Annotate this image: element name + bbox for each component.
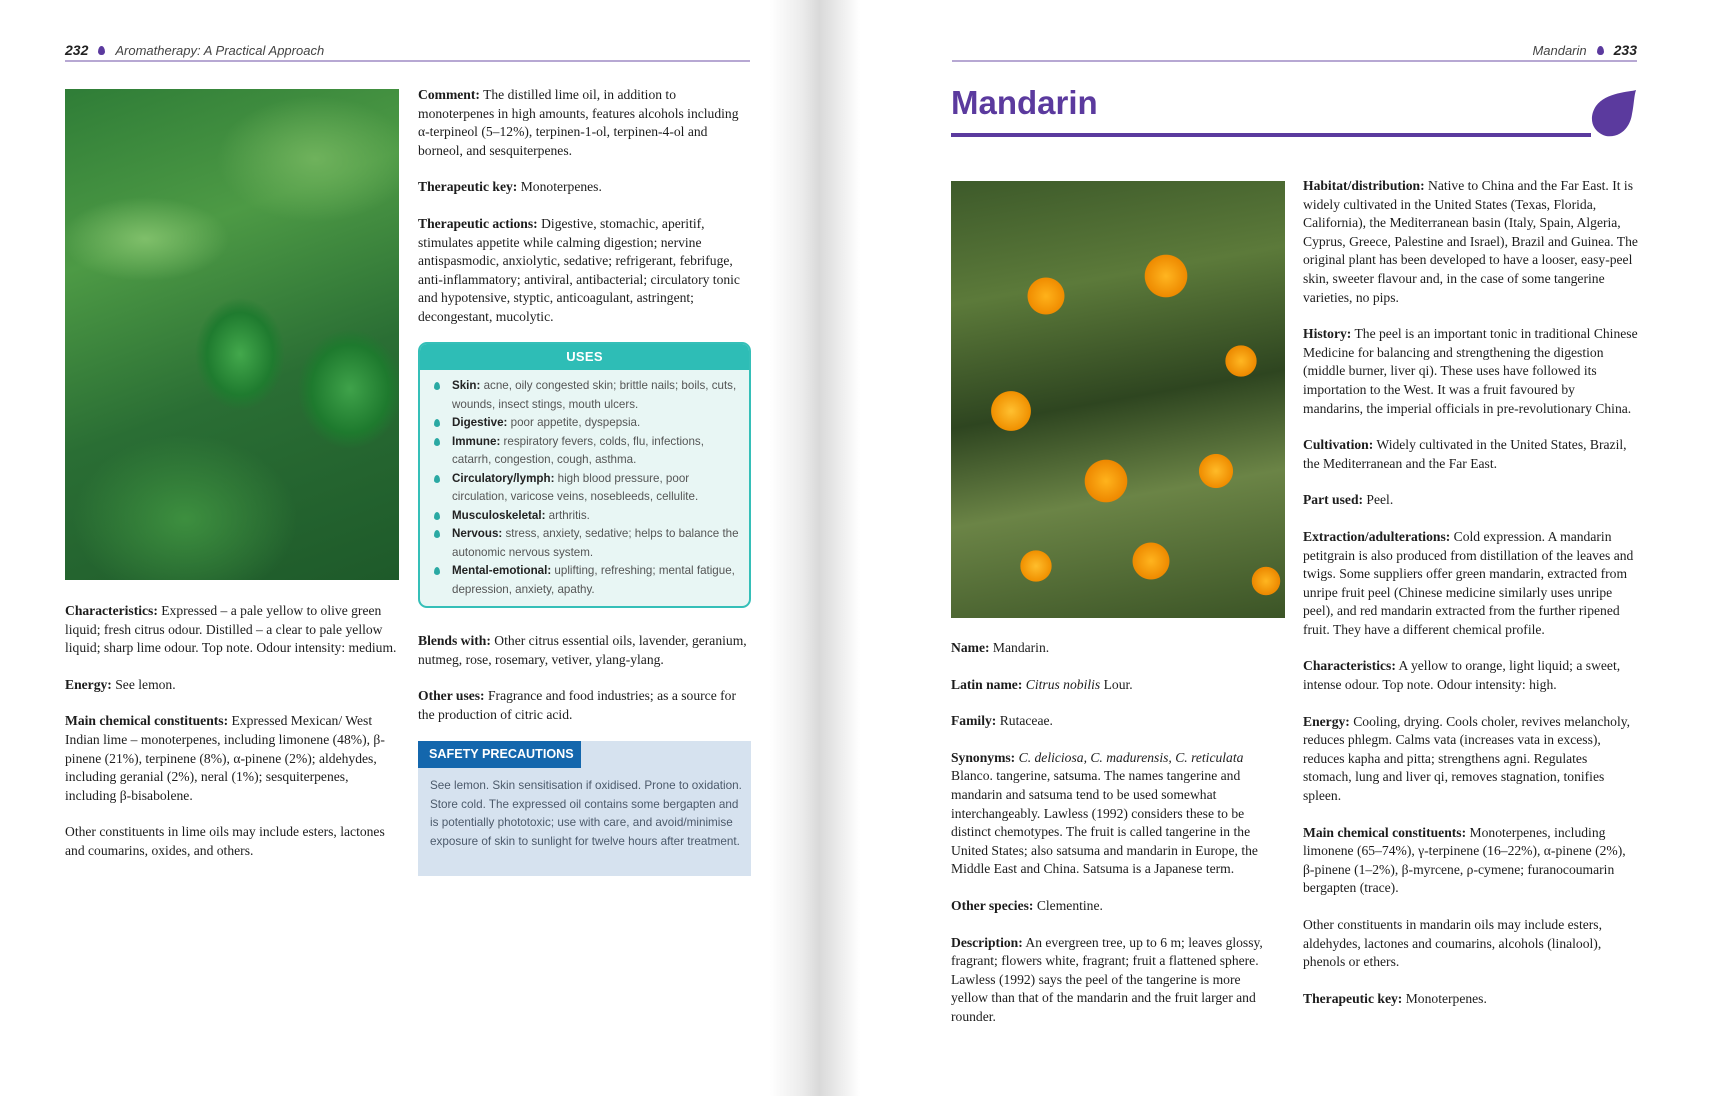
entry-label: Synonyms: bbox=[951, 749, 1016, 765]
uses-box bbox=[418, 342, 751, 608]
safety-precautions-box bbox=[418, 741, 751, 876]
entry-text: Monoterpenes. bbox=[517, 179, 602, 195]
entry-text: An evergreen tree, up to 6 m; leaves glossy, fragrant; flowers white, fragrant; fruit a flattened sphere. Lawless (1992) says the peel of the tangerine is more yellow than that of the mandarin and the fruit larger and rounder. bbox=[951, 934, 1263, 1024]
left-running-head bbox=[65, 40, 750, 62]
entry-label: Part used: bbox=[1303, 492, 1364, 508]
list-item bbox=[432, 470, 739, 507]
leaf-icon bbox=[1586, 88, 1638, 138]
entry-label: Latin name: bbox=[951, 676, 1023, 692]
entry-label: Energy: bbox=[1303, 713, 1350, 729]
entry-paragraph bbox=[418, 178, 753, 197]
entry-paragraph bbox=[1303, 491, 1638, 510]
entry-text: Peel. bbox=[1363, 492, 1394, 508]
entry-label: Characteristics: bbox=[65, 603, 158, 618]
right-running-title: Mandarin bbox=[1532, 42, 1587, 58]
uses-label: Skin: bbox=[452, 379, 481, 392]
uses-label: Nervous: bbox=[452, 527, 503, 540]
drop-icon bbox=[434, 475, 440, 483]
entry-text: Other constituents in lime oils may include esters, lactones and coumarins, oxides, and others. bbox=[65, 824, 385, 858]
left-page-number: 232 bbox=[65, 42, 89, 58]
lime-photo bbox=[65, 89, 399, 580]
entry-label: Cultivation: bbox=[1303, 437, 1374, 453]
entry-label: Therapeutic key: bbox=[1303, 990, 1403, 1006]
entry-label: Comment: bbox=[418, 87, 480, 102]
entry-label: Characteristics: bbox=[1303, 658, 1396, 674]
left-col2-text bbox=[418, 86, 753, 345]
uses-text: respiratory fevers, colds, flu, infections, catarrh, congestion, cough, asthma. bbox=[452, 434, 704, 466]
drop-icon bbox=[434, 382, 440, 390]
entry-text: Rutaceae. bbox=[996, 713, 1053, 729]
safety-text: See lemon. Skin sensitisation if oxidised. Prone to oxidation. Store cold. The expressed oil contains some bergapten and is potentially phototoxic; use with care, and avoid/minimise exposure of skin to sunlight for twelve hours after treatment. bbox=[430, 779, 742, 848]
entry-paragraph bbox=[418, 632, 753, 669]
entry-paragraph bbox=[1303, 824, 1638, 898]
entry-paragraph bbox=[1303, 916, 1638, 972]
safety-title: SAFETY PRECAUTIONS bbox=[418, 741, 581, 768]
drop-icon bbox=[434, 438, 440, 446]
entry-label: Main chemical constituents: bbox=[1303, 824, 1467, 840]
entry-text: The peel is an important tonic in traditional Chinese Medicine for balancing and strengthening the digestion (middle burner, liver qi). These uses have followed its importation to the West. It was a fruit favoured by mandarins, the imperial officials in pre-revolutionary China. bbox=[1303, 326, 1638, 416]
entry-text: Cooling, drying. Cools choler, revives melancholy, reduces phlegm. Calms vata (increases vata in excess), reduces kapha and pitta; strengthens agni. Regulates stomach, lung and liver qi, removes stagnation, tonifies spleen. bbox=[1303, 713, 1631, 804]
entry-text: Widely cultivated in the United States, Brazil, the Mediterranean and the Far East. bbox=[1303, 437, 1627, 471]
list-item bbox=[432, 414, 739, 433]
entry-text: Digestive, stomachic, aperitif, stimulates appetite while calming digestion; nervine antispasmodic, anxiolytic, sedative; refrigerant, febrifuge, anti-inflammatory; antiviral, antibacterial; circulatory tonic and hypotensive, styptic, anticoagulant, astringent; decongestant, mucolytic. bbox=[418, 215, 740, 324]
entry-label: Habitat/distribution: bbox=[1303, 178, 1425, 193]
entry-paragraph bbox=[1303, 528, 1638, 640]
entry-label: Extraction/adulterations: bbox=[1303, 528, 1451, 544]
uses-text: uplifting, refreshing; mental fatigue, depression, anxiety, apathy. bbox=[452, 564, 735, 596]
drop-icon bbox=[1597, 46, 1604, 55]
entry-label: Other uses: bbox=[418, 688, 485, 704]
list-item bbox=[432, 562, 739, 599]
uses-text: stress, anxiety, sedative; helps to balance the autonomic nervous system. bbox=[452, 527, 739, 559]
uses-text: arthritis. bbox=[545, 508, 590, 522]
uses-label: Immune: bbox=[452, 434, 501, 448]
entry-label: Therapeutic actions: bbox=[418, 215, 538, 231]
left-col2-bottom-text bbox=[418, 632, 753, 742]
left-running-title: Aromatherapy: A Practical Approach bbox=[115, 42, 325, 58]
drop-icon bbox=[434, 512, 440, 520]
entry-text: See lemon. bbox=[111, 676, 176, 692]
entry-text: Other citrus essential oils, lavender, geranium, nutmeg, rose, rosemary, vetiver, ylang-ylang. bbox=[418, 633, 747, 667]
entry-text: Monoterpenes. bbox=[1402, 990, 1487, 1006]
entry-label: Description: bbox=[951, 934, 1023, 950]
entry-text: Mandarin. bbox=[989, 640, 1050, 655]
right-running-head bbox=[952, 40, 1637, 62]
drop-icon bbox=[434, 567, 440, 575]
drop-icon bbox=[434, 530, 440, 538]
entry-paragraph bbox=[1303, 713, 1638, 806]
entry-text: Expressed – a pale yellow to olive green liquid; fresh citrus odour. Distilled – a clear to pale yellow liquid; sharp lime odour. Top note. Odour intensity: medium. bbox=[65, 603, 397, 656]
entry-paragraph bbox=[418, 687, 753, 724]
left-col1-text bbox=[65, 602, 403, 879]
entry-italic: Citrus nobilis bbox=[1025, 676, 1101, 692]
entry-text: Expressed Mexican/ West Indian lime – monoterpenes, including limonene (48%), β-pinene (21%), terpinene (8%), α-pinene (2%); aldehydes, including geranial (2%), neral (1%); sesquiterpenes, including β-bisabolene. bbox=[65, 713, 385, 803]
entry-label: Family: bbox=[951, 713, 997, 729]
right-col2-text bbox=[1303, 177, 1638, 1026]
entry-paragraph bbox=[1303, 990, 1638, 1009]
entry-text: Lour. bbox=[1100, 676, 1133, 692]
entry-paragraph bbox=[951, 749, 1277, 879]
entry-paragraph bbox=[1303, 177, 1638, 307]
entry-label: Other species: bbox=[951, 897, 1034, 913]
list-item bbox=[432, 433, 739, 470]
right-page-number: 233 bbox=[1613, 42, 1637, 58]
uses-list bbox=[420, 370, 749, 599]
uses-title: USES bbox=[420, 344, 749, 370]
list-item bbox=[432, 525, 739, 562]
entry-paragraph bbox=[951, 934, 1277, 1027]
entry-text: Monoterpenes, including limonene (65–74%), γ-terpinene (16–22%), α-pinene (2%), β-pinene (1–2%), β-myrcene, ρ-cymene; furanocoumarin bergapten (trace). bbox=[1303, 824, 1626, 896]
entry-label: Name: bbox=[951, 640, 990, 655]
entry-label: Therapeutic key: bbox=[418, 179, 518, 195]
drop-icon bbox=[434, 419, 440, 427]
entry-label: Main chemical constituents: bbox=[65, 713, 229, 729]
entry-paragraph bbox=[1303, 657, 1638, 694]
list-item bbox=[432, 507, 739, 526]
uses-text: acne, oily congested skin; brittle nails; boils, cuts, wounds, insect stings, mouth ulcers. bbox=[452, 379, 737, 411]
entry-text: Clementine. bbox=[1033, 897, 1103, 913]
mandarin-photo bbox=[951, 181, 1285, 618]
entry-label: History: bbox=[1303, 326, 1352, 342]
entry-label: Blends with: bbox=[418, 633, 491, 648]
entry-paragraph bbox=[65, 602, 403, 658]
entry-italic: C. deliciosa, C. madurensis, C. reticulata bbox=[1018, 749, 1244, 765]
uses-label: Circulatory/lymph: bbox=[452, 471, 555, 485]
entry-paragraph bbox=[951, 676, 1277, 695]
entry-label: Energy: bbox=[65, 676, 112, 692]
entry-paragraph bbox=[65, 712, 403, 805]
entry-paragraph bbox=[418, 215, 753, 327]
list-item bbox=[432, 377, 739, 414]
title-rule bbox=[951, 133, 1591, 137]
entry-paragraph bbox=[951, 639, 1277, 658]
entry-text: Blanco. tangerine, satsuma. The names tangerine and mandarin and satsuma tend to be used somewhat interchangeably. Lawless (1992) considers these to be distinct chemotypes. The fruit is called tangerine in the United States; also satsuma and mandarin in Europe, the Middle East and China. Satsuma is a Japanese term. bbox=[951, 768, 1258, 877]
uses-text: poor appetite, dyspepsia. bbox=[507, 416, 641, 429]
entry-text: Cold expression. A mandarin petitgrain is also produced from distillation of the leaves and twigs. Some suppliers offer green mandarin, extracted from unripe fruit peel (Chinese medicine similarly uses unripe peel), and red mandarin extracted from the further ripened fruit. They have a different chemical profile. bbox=[1303, 528, 1634, 637]
right-col1-text bbox=[951, 639, 1277, 1045]
drop-icon bbox=[98, 46, 105, 55]
uses-text: high blood pressure, poor circulation, varicose veins, nosebleeds, cellulite. bbox=[452, 471, 699, 503]
entry-paragraph bbox=[951, 712, 1277, 731]
page-title: Mandarin bbox=[951, 84, 1098, 121]
entry-text: Fragrance and food industries; as a source for the production of citric acid. bbox=[418, 688, 736, 722]
entry-text: A yellow to orange, light liquid; a sweet, intense odour. Top note. Odour intensity: high. bbox=[1303, 658, 1621, 693]
entry-text: Native to China and the Far East. It is widely cultivated in the United States (Texas, Florida, California), the Mediterranean basin (Italy, Spain, Algeria, Cyprus, Greece, Palestine and Israel), Brazil and Guinea. The original plant has been developed to have a looser, easy-peel skin, sweeter flavour and, in the case of some tangerine varieties, no pips. bbox=[1303, 178, 1638, 305]
uses-label: Digestive: bbox=[452, 416, 508, 429]
entry-text: The distilled lime oil, in addition to monoterpenes in high amounts, features alcohols including α-terpineol (5–12%), terpinen-1-ol, terpinen-4-ol and borneol, and sesquiterpenes. bbox=[418, 87, 739, 158]
uses-label: Musculoskeletal: bbox=[452, 508, 546, 522]
entry-paragraph bbox=[951, 897, 1277, 916]
uses-label: Mental-emotional: bbox=[452, 564, 552, 577]
book-gutter bbox=[770, 0, 860, 1096]
entry-paragraph bbox=[1303, 436, 1638, 473]
entry-paragraph bbox=[1303, 325, 1638, 418]
entry-text: Other constituents in mandarin oils may include esters, aldehydes, lactones and coumarins, alcohols (linalool), phenols or ethers. bbox=[1303, 917, 1602, 970]
entry-paragraph bbox=[418, 86, 753, 160]
entry-paragraph bbox=[65, 676, 403, 695]
entry-paragraph bbox=[65, 823, 403, 860]
